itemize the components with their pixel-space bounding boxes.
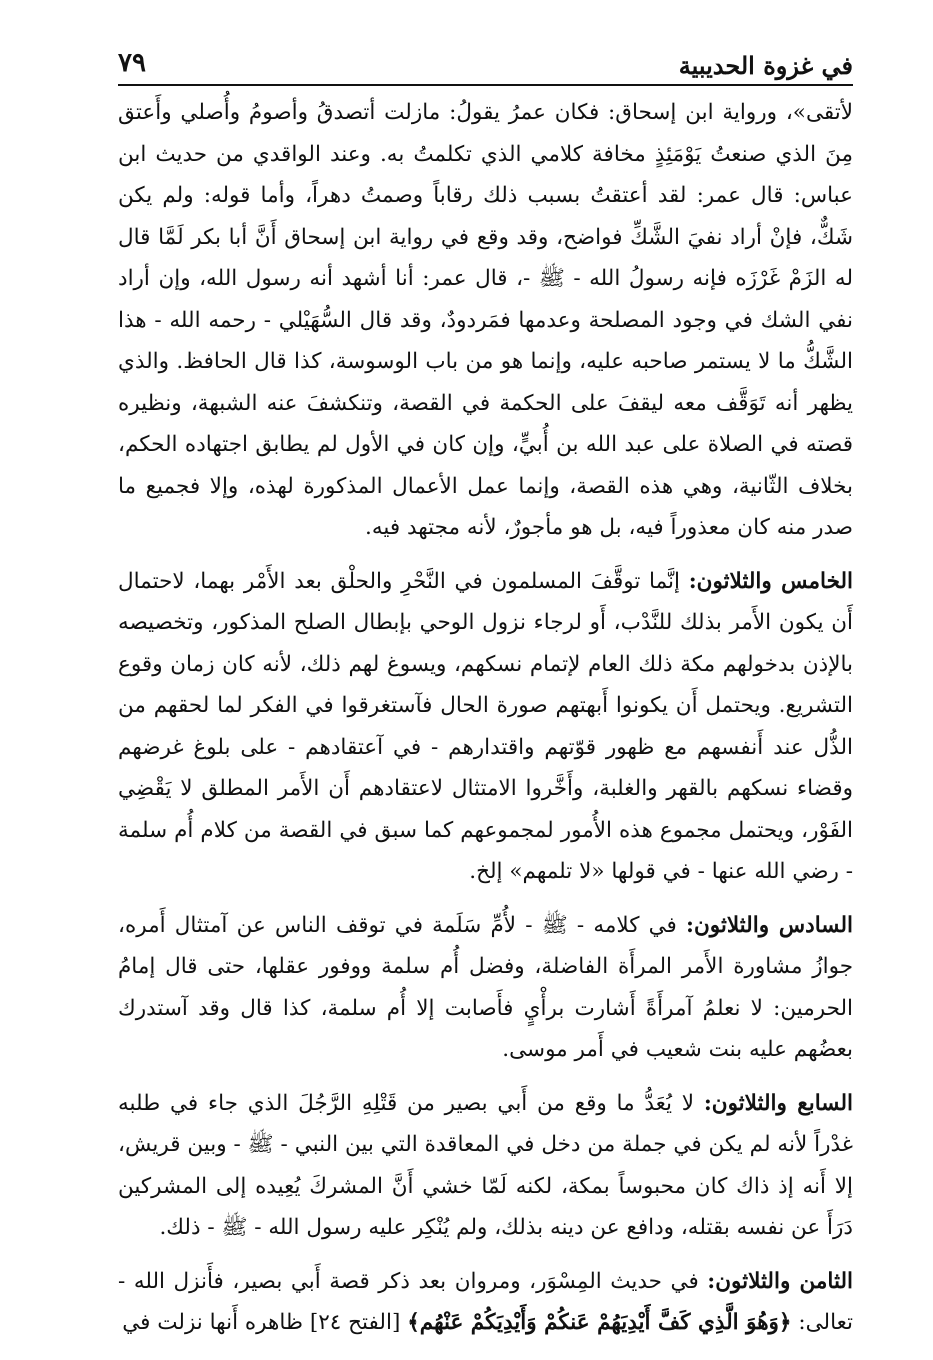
section-label: الثامن والثلاثون: bbox=[707, 1268, 853, 1294]
quran-verse: ﴿وَهُوَ الَّذِي كَفَّ أَيْدِيَهُمْ عَنكُمْ وَأَيْدِيَكُمْ عَنْهُم﴾ bbox=[407, 1310, 792, 1335]
section-label: السادس والثلاثون: bbox=[686, 912, 853, 938]
page-header bbox=[118, 38, 853, 86]
paragraph-text: لا يُعَدُّ ما وقع من أَبي بصير من قَتْلِهِ الرَّجُلَ الذي جاء في طلبه غدْراً لأنه لم يكن في جملة من دخل في المعاقدة التي بين النبي - ﷺ - وبين قريش، إلا أَنه إذ ذاك كان محبوساً بمكة، لكنه لَمّا خشي أَنَّ المشركَ يُعِيده إلى المشركين دَرَأَ عن نفسه بقتله، ودافع عن دينه بذلك، ولم يُنْكِر عليه رسول الله - ﷺ - ذلك. bbox=[118, 1090, 853, 1240]
running-title: في غزوة الحديبية bbox=[678, 51, 853, 80]
paragraph-text: في كلامه - ﷺ - لأُمِّ سَلَمة في توقف الناس عن آمتثال أَمره، جوازُ مشاورة الأَمر المرأَة الفاضلة، وفضل أُم سلمة ووفور عقلها، حتى قال إمامُ الحرمين: لا نعلمُ آمرأَةً أَشارت برأْيٍ فأَصابت إلا أُم سلمة، كذا قال وقد آستدرك بعضُهم عليه بنت شعيب في أَمر موسى. bbox=[118, 912, 853, 1062]
paragraph-35 bbox=[118, 561, 853, 893]
paragraph-text: لأتقى»، ورواية ابن إسحاق: فكان عمرُ يقولُ: مازلت أتصدقُ وأصومُ وأُصلي وأَعتق مِنَ الذي صنعتُ يَوْمَئِذٍ مخافة كلامي الذي تكلمتُ به. وعند الواقدي من حديث ابن عباس: قال عمر: لقد أعتقتُ بسبب ذلك رقاباً وصمتُ دهراً، وأما قوله: ولم يكن شَكٌّ، فإنْ أراد نفيَ الشَّكِّ فواضح، وقد وقع في رواية ابن إسحاق أَنَّ أبا بكر لَمَّا قال له الزَمْ غَرْزَه فإنه رسولُ الله - ﷺ -، قال عمر: أنا أشهد أنه رسول الله، وإن أراد نفي الشك في وجود المصلحة وعدمها فمَردودٌ، وقد قال السُّهَيْلي - رحمه الله - هذا الشَّكُّ ما لا يستمر صاحبه عليه، وإنما هو من باب الوسوسة، كذا قال الحافظ. والذي يظهر أنه تَوَقَّف معه ليقفَ على الحكمة في القصة، وتنكشفَ عنه الشبهة، ونظيره قصته في الصلاة على عبد الله بن أُبيٍّ، وإن كان في الأول لم يطابق اجتهاده الحكم، بخلاف الثّانية، وهي هذه القصة، وإنما عمل الأعمال المذكورة لهذه، وإلا فجميع ما صدر منه كان معذوراً فيه، بل هو مأجورٌ، لأنه مجتهد فيه. bbox=[118, 100, 853, 540]
paragraph-tail: [الفتح ٢٤] ظاهره أَنها نزلت في bbox=[122, 1310, 401, 1335]
section-label: الخامس والثلاثون: bbox=[688, 568, 853, 594]
paragraph-36 bbox=[118, 905, 853, 1071]
paragraph-38 bbox=[118, 1261, 853, 1344]
paragraph-text: في حديث المِسْوَر، ومروان بعد ذكر قصة أَبي بصير، فأَنزل الله - تعالى: bbox=[118, 1268, 853, 1335]
paragraph-intro bbox=[118, 92, 853, 549]
section-label: السابع والثلاثون: bbox=[703, 1090, 853, 1116]
paragraph-text: إنَّما توقَّفَ المسلمون في النَّحْرِ والحلْق بعد الأَمْر بهما، لاحتمال أَن يكون الأَمر بذلك للنَّدْب، أَو لرجاء نزول الوحي بإبطال الصلح المذكور، وتخصيصه بالإذن بدخولهم مكة ذلك العام لإتمام نسكهم، ويسوغ لهم ذلك، لأنه كان زمان وقوع التشريع. ويحتمل أَن يكونوا أَبهتهم صورة الحال فآستغرقوا في الفكر لما لحقهم من الذُّل عند أَنفسهم مع ظهور قوّتهم واقتدارهم - في آعتقادهم - على بلوغ غرضهم وقضاء نسكهم بالقهر والغلبة، وأَخَّروا الامتثال لاعتقادهم أَن الأَمر المطلق لا يَقْضِي الفَوْر، ويحتمل مجموع هذه الأُمور لمجموعهم كما سبق في القصة من كلام أُم سلمة - رضي الله عنها - في قولها «لا تلمهم» إلخ. bbox=[118, 568, 853, 884]
page-number: ٧٩ bbox=[118, 48, 146, 78]
page-body bbox=[118, 92, 853, 1335]
paragraph-37 bbox=[118, 1083, 853, 1249]
